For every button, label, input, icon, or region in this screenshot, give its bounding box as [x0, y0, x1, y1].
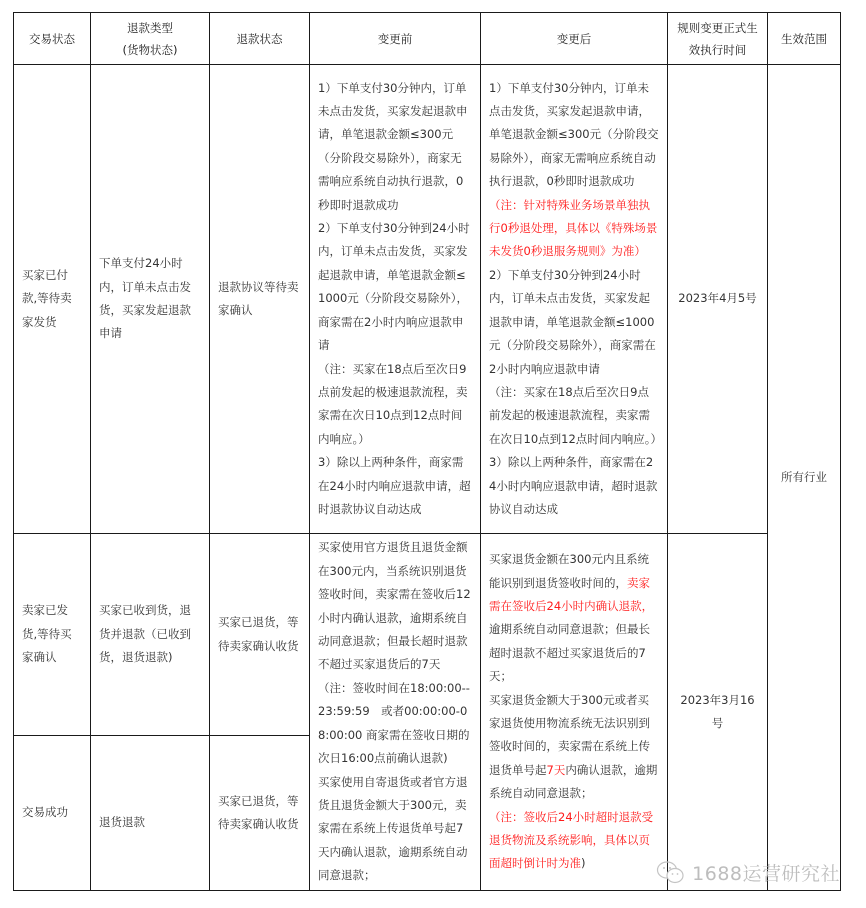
header-after: 变更后 — [481, 13, 668, 65]
wechat-icon — [656, 860, 686, 886]
table-row — [14, 534, 841, 736]
header-trade-status: 交易状态 — [14, 13, 91, 65]
after-item: 2）下单支付30分钟到24小时内，订单未点击发货，买家发起退款申请，单笔退款金额≤1000元（分阶段交易除外），商家需在2小时内响应退款申请 — [489, 267, 656, 376]
header-scope: 生效范围 — [768, 13, 841, 65]
refund-status-cell: 买家已退货，等待卖家确认收货 — [210, 534, 310, 736]
return-after-red-note: 注：签收后24小时超时退款受退货物流及系统影响，具体以页面超时倒计时为准 — [489, 809, 654, 871]
header-refund-type: 退款类型 (货物状态) — [91, 13, 210, 65]
refund-status-cell: 买家已退货，等待卖家确认收货 — [210, 736, 310, 891]
after-item: 1）下单支付30分钟内，订单未点击发货，买家发起退款申请，单笔退款金额≤300元（分阶段交易除外），商家无需响应系统自动执行退款，0秒即时退款成功 — [489, 80, 659, 189]
refund-type-cell: 下单支付24小时内，订单未点击发货，买家发起退款申请 — [91, 65, 210, 534]
refund-type-cell: 退货退款 — [91, 736, 210, 891]
return-before-cell — [310, 534, 481, 891]
scope-cell: 所有行业 — [768, 65, 841, 891]
header-refund-status: 退款状态 — [210, 13, 310, 65]
header-effective-time: 规则变更正式生 效执行时间 — [668, 13, 768, 65]
table-header-row — [14, 13, 841, 65]
trade-status-cell: 卖家已发货,等待买家确认 — [14, 534, 91, 736]
return-effective-date-cell: 2023年3月16号 — [668, 534, 768, 891]
return-after-red-text: 卖家需在签收后24小时内确认退款， — [489, 575, 654, 613]
before-item: 1）下单支付30分钟内，订单未点击发货，买家发起退款申请，单笔退款金额≤300元（分阶段交易除外），商家无需响应系统自动执行退款，0秒即时退款成功 — [318, 80, 468, 212]
return-after-red-days: 7天 — [546, 762, 566, 777]
after-note: （注：买家在18点后至次日9点前发起的极速退款流程，卖家需在次日10点到12点时间内响应。） — [489, 384, 663, 446]
watermark — [656, 859, 840, 886]
refund-type-cell: 买家已收到货，退货并退款（已收到货，退货退款) — [91, 534, 210, 736]
return-before-item: 买家使用官方退货且退货金额在300元内，当系统识别退货签收时间，卖家需在签收后12小时内确认退款，逾期系统自动同意退款；但最长超时退款不超过买家退货后的7天（注：签收时间在18:00:00--23:59:59 或者00:00:00-08:00:00 商家需在签收日期的次日16:00点前确认退款) — [318, 540, 471, 766]
refund-status-cell: 退款协议等待卖家确认 — [210, 65, 310, 534]
after-cell — [481, 65, 668, 534]
before-item: 2）下单支付30分钟到24小时内，订单未点击发货，买家发起退款申请，单笔退款金额≤1000元（分阶段交易除外），商家需在2小时内响应退款申请 — [318, 221, 470, 353]
return-before-item: 买家使用自寄退货或者官方退货且退货金额大于300元，卖家需在系统上传退货单号起7天内确认退款，逾期系统自动同意退款； — [318, 774, 468, 883]
trade-status-cell: 交易成功 — [14, 736, 91, 891]
trade-status-cell: 买家已付款,等待卖家发货 — [14, 65, 91, 534]
before-note: （注：买家在18点后至次日9点前发起的极速退款流程，卖家需在次日10点到12点时间内响应。） — [318, 361, 468, 446]
effective-date-cell: 2023年4月5号 — [668, 65, 768, 534]
rule-change-table — [13, 12, 841, 891]
after-item: 3）除以上两种条件，商家需在24小时内响应退款申请，超时退款协议自动达成 — [489, 455, 658, 516]
table-row — [14, 65, 841, 534]
before-cell — [310, 65, 481, 534]
header-before: 变更前 — [310, 13, 481, 65]
after-red-note: （注：针对特殊业务场景单独执行0秒退处理，具体以《特殊场景未发货0秒退服务规则》为准） — [489, 197, 658, 259]
return-after-cell: 买家退货金额在300元内且系统能识别到退货签收时间的，卖家需在签收后24小时内确认退款，逾期系统自动同意退款；但最长超时退款不超过买家退货后的7天； 买家退货金额大于300元或者买家退货使用物流系统无法识别到签收时间的，卖家需在系统上传退货单号起7天内确认退款，逾期系统自动同意退款； （注：签收后24小时超时退款受退货物流及系统影响，具体以页面超时倒计时为准) — [481, 534, 668, 891]
before-item: 3）除以上两种条件，商家需在24小时内响应退款申请，超时退款协议自动达成 — [318, 455, 471, 516]
watermark-text: 1688运营研究社 — [692, 863, 840, 885]
